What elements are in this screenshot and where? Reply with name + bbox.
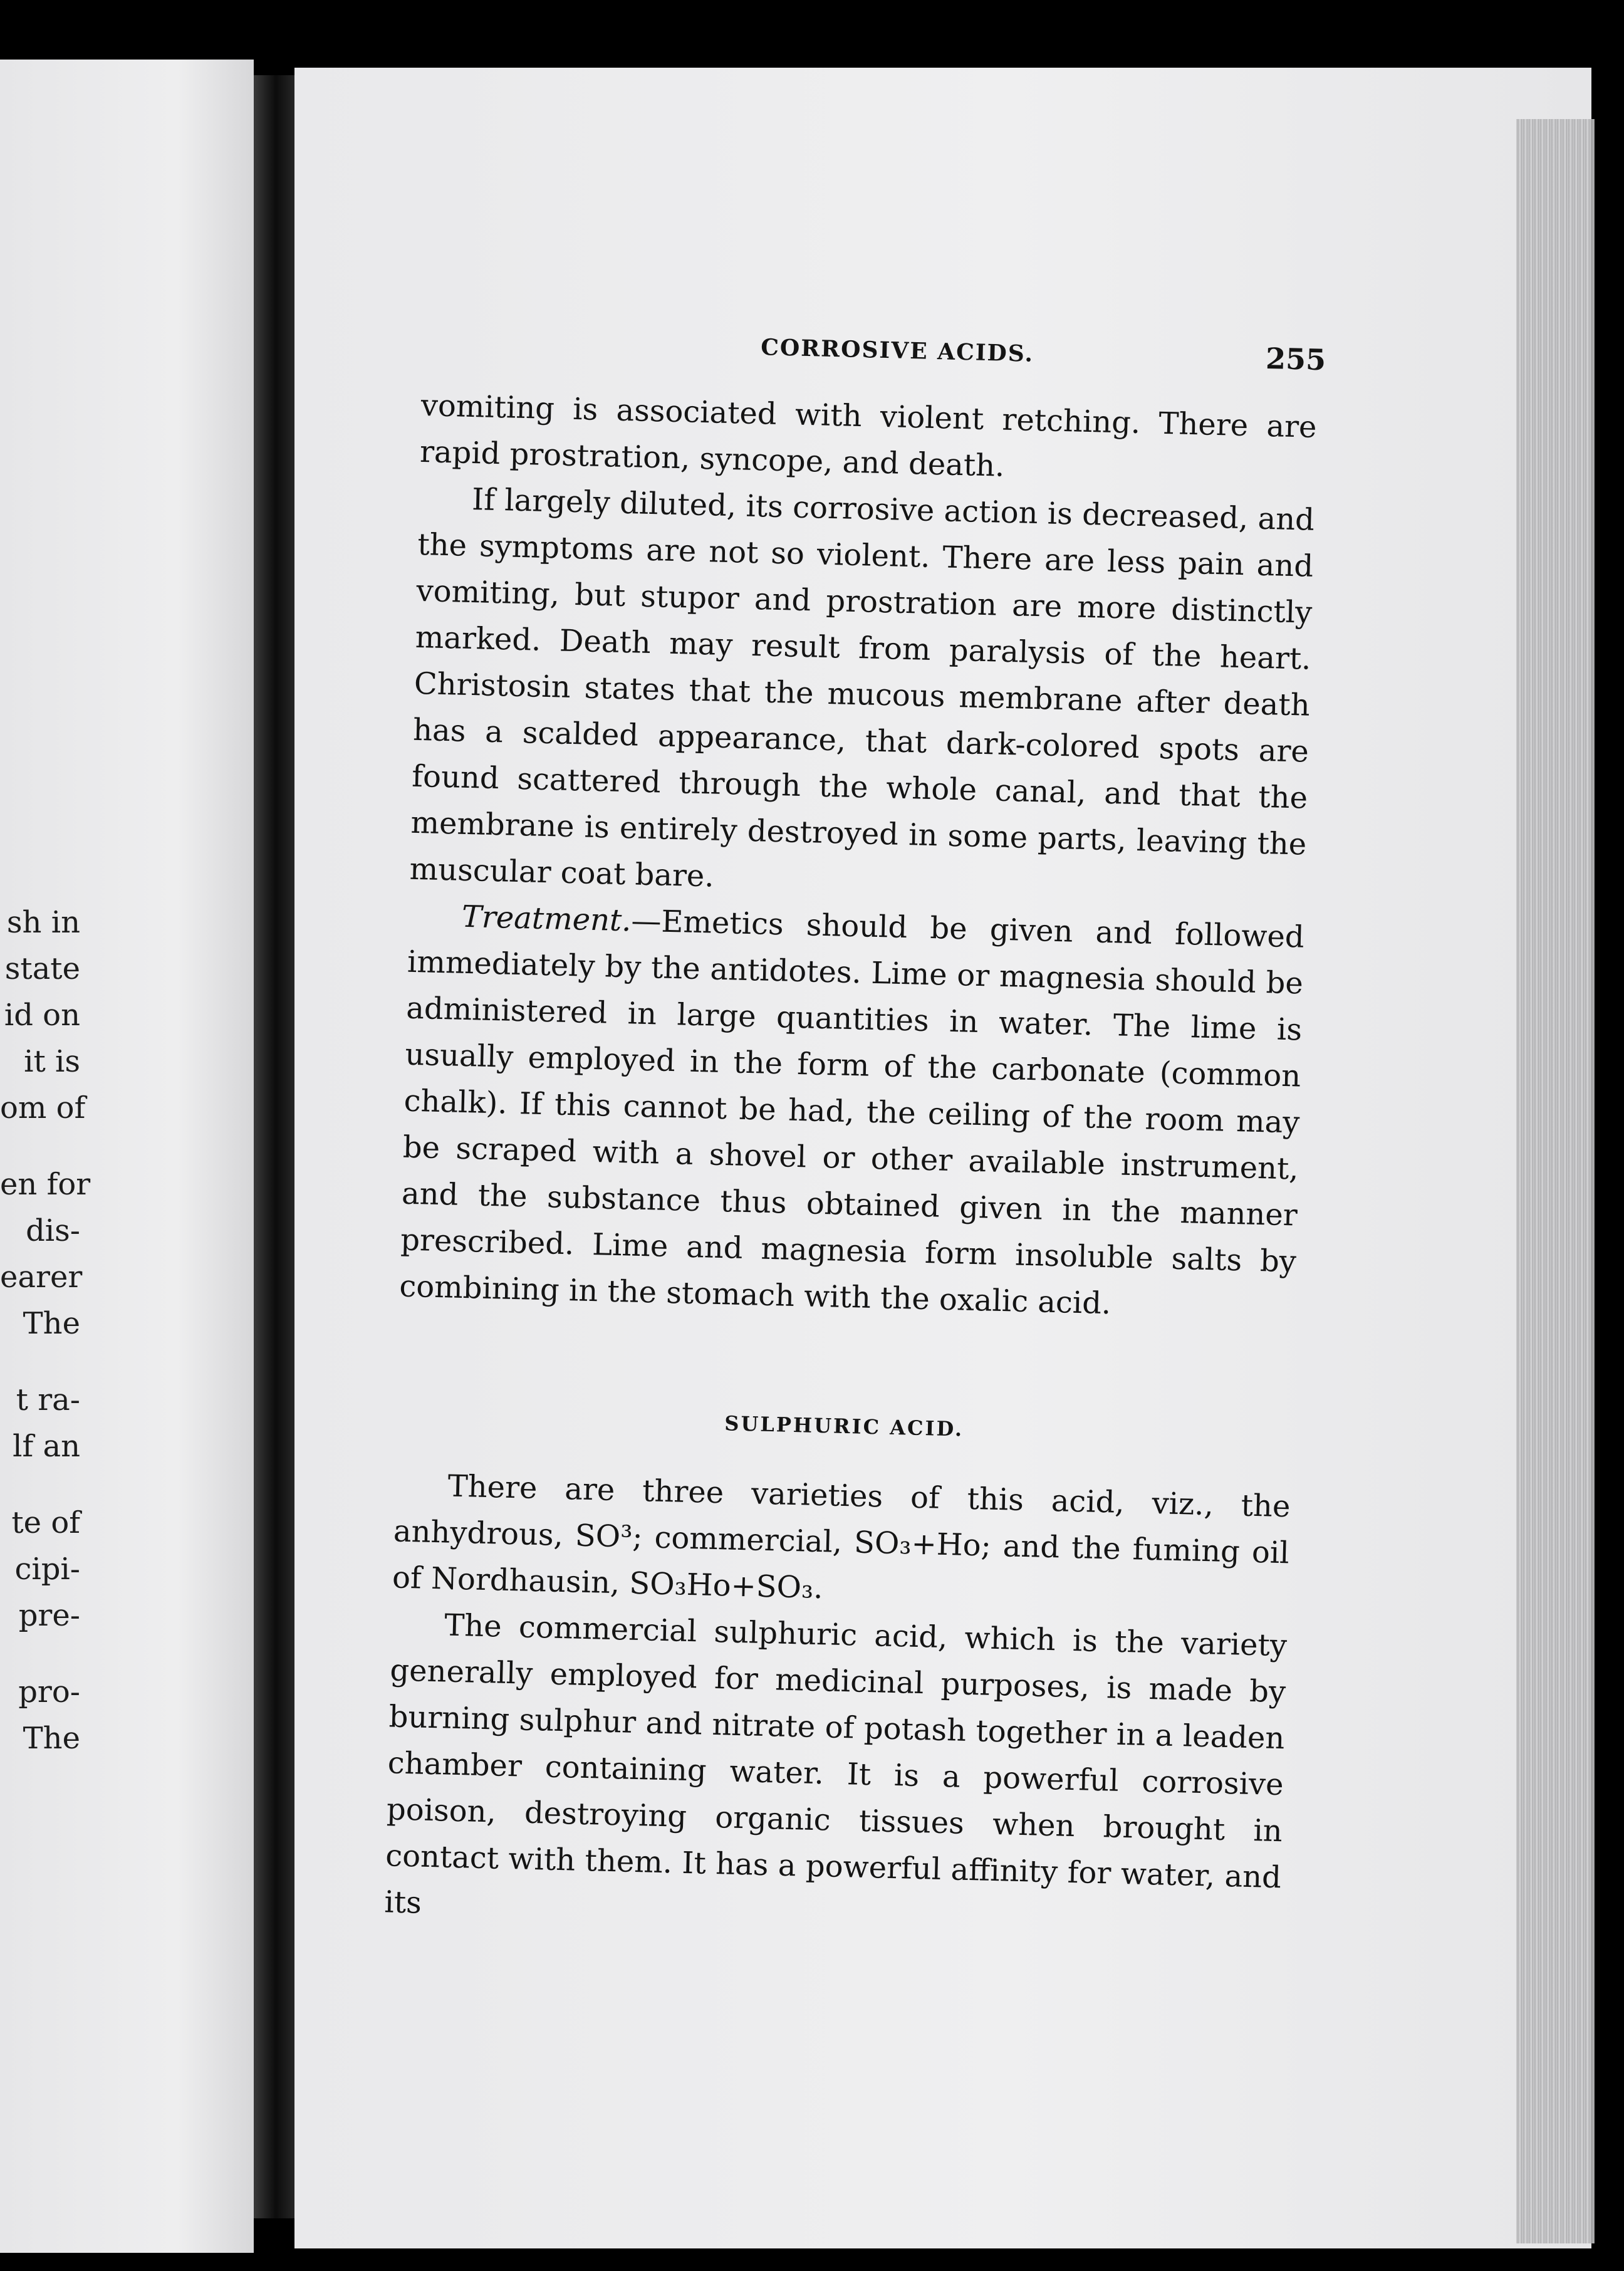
treatment-label: Treatment.: [461, 899, 632, 939]
paragraph: There are three varieties of this acid, viz., the anhydrous, SO³; commercial, SO₃+Ho; and the fuming oil of Nordhausin, SO₃Ho+SO₃.: [392, 1468, 1291, 1606]
left-line: om of: [0, 1090, 86, 1125]
left-line: en for: [0, 1167, 91, 1202]
treatment-text: —Emetics should be given and followed immediately by the antidotes. Lime or magnesia should be administered in large quantities in water. The lime is usually employed in the form of the carbonate (common chalk). If this cannot be had, the ceiling of the room may be scraped with a shovel or other available instrument, and the substance thus obtained given in the manner prescribed. Lime and magnesia form insoluble salts by combining in the stomach with the oxalic acid.: [398, 903, 1305, 1322]
treatment-paragraph: [399, 892, 1305, 1332]
page-edges: [1516, 119, 1595, 2243]
paragraph: If largely diluted, its corrosive action is decreased, and the symptoms are not so violent. There are less pain and vomiting, but stupor and prostration are more distinctly marked. Death may result from paralysis of the heart. Christosin states that the mucous membrane after death has a scalded appearance, that dark-colored spots are found scattered through the whole canal, and that the membrane is entirely destroyed in some parts, leaving the muscular coat bare.: [409, 482, 1315, 894]
left-line-gap: [0, 1639, 80, 1669]
left-line: dis-: [26, 1213, 80, 1248]
left-line: earer: [0, 1260, 83, 1295]
paragraph: vomiting is associated with violent retching. There are rapid prostration, syncope, and death.: [419, 387, 1318, 484]
left-line: t ra-: [16, 1382, 80, 1417]
left-line: te of: [11, 1505, 80, 1540]
left-line: pro-: [18, 1674, 80, 1710]
left-line: pre-: [18, 1598, 80, 1633]
running-head-title: CORROSIVE ACIDS.: [760, 334, 1034, 367]
left-line: The: [23, 1721, 80, 1756]
left-line: The: [23, 1306, 80, 1341]
left-line-gap: [0, 1131, 80, 1161]
left-line: it is: [24, 1044, 80, 1079]
left-line-gap: [0, 1347, 80, 1377]
section-heading: SULPHURIC ACID.: [724, 1411, 964, 1441]
paragraph: The commercial sulphuric acid, which is the variety generally employed for medicinal purposes, is made by burning sulphur and nitrate of potash together in a leaden chamber containing water. It is a powerful corrosive poison, destroying organic tissues when brought in contact with them. It has a powerful affinity for water, and its: [383, 1607, 1288, 1921]
left-line: lf an: [13, 1429, 80, 1464]
left-line: cipi-: [14, 1552, 80, 1587]
left-line-gap: [0, 1470, 80, 1500]
left-line: sh in: [6, 905, 80, 940]
left-page-text-fragments: [0, 899, 91, 1762]
book-gutter: [254, 75, 298, 2218]
left-line: state: [4, 951, 80, 986]
left-line: id on: [4, 998, 80, 1033]
page-number: 255: [1265, 341, 1326, 377]
page-content: [383, 326, 1326, 1947]
